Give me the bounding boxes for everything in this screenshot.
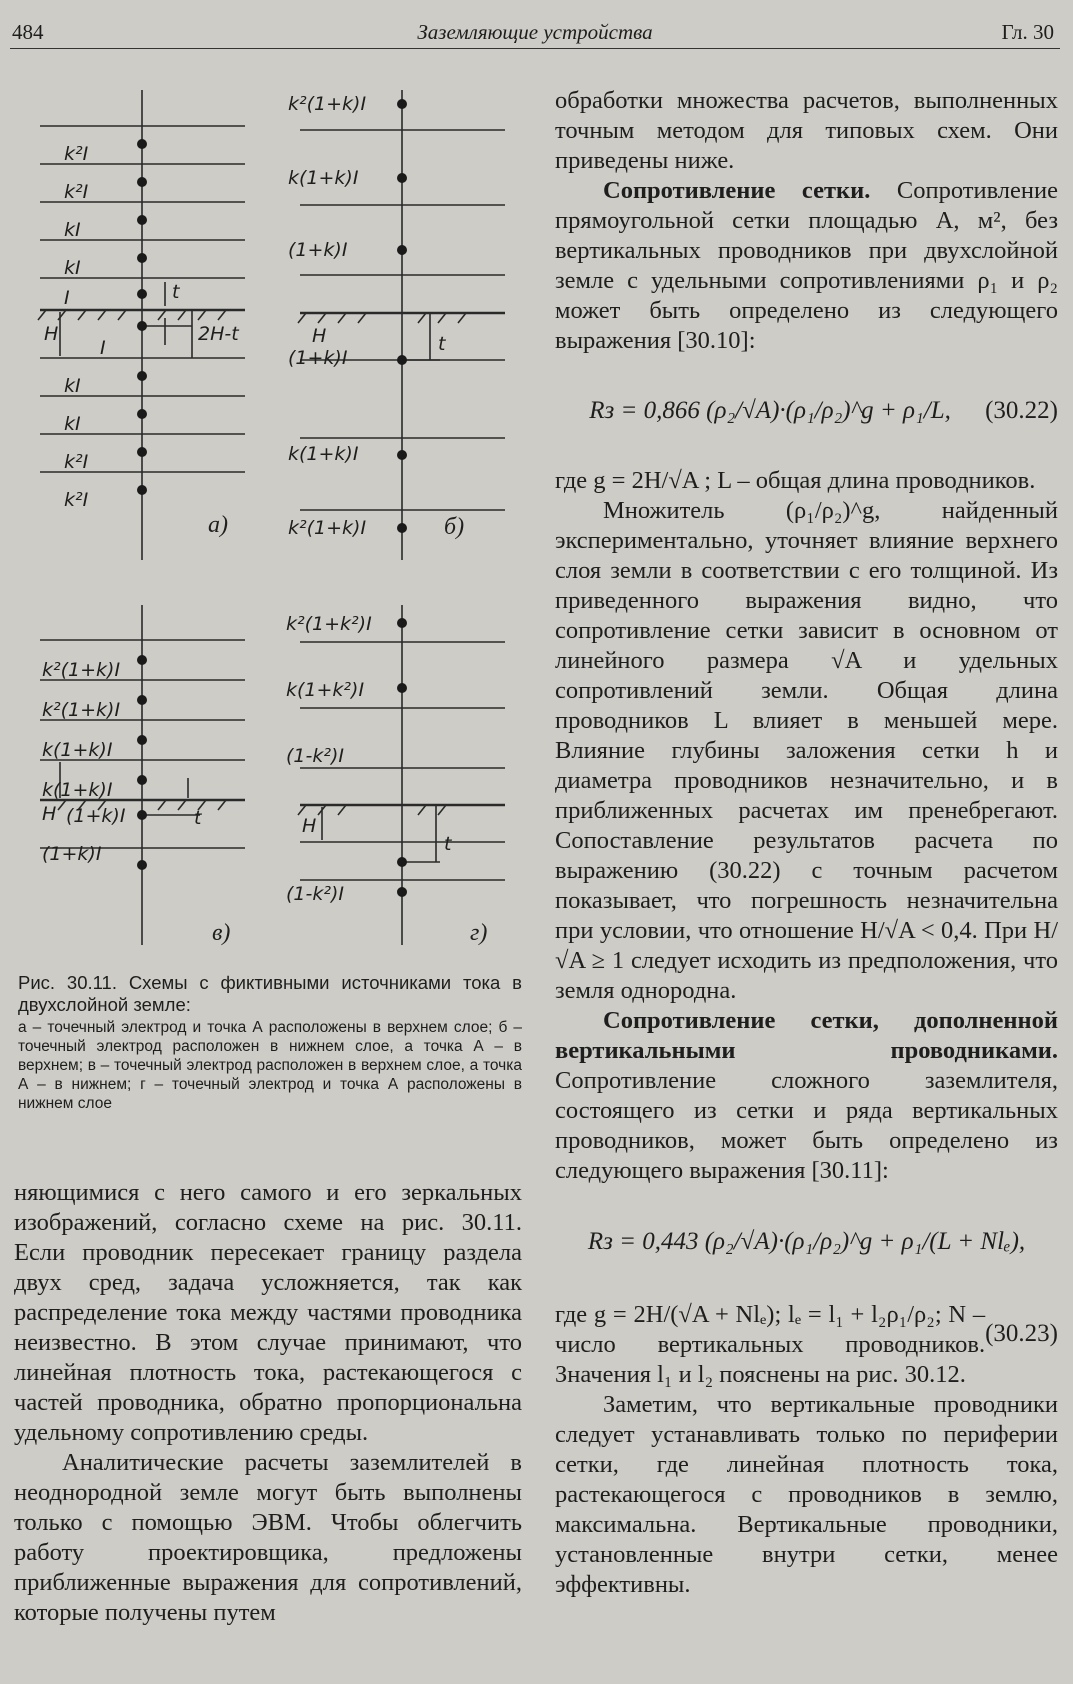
mark-a-t: t xyxy=(172,281,180,303)
mark-a-H: H xyxy=(44,323,59,345)
label-d-4: (1-k²)I xyxy=(286,883,344,905)
label-c-2: k²(1+k)I xyxy=(42,699,121,721)
paragraph-where-g2: где g = 2H/(√A + Nlₑ); lₑ = l₁ + l₂ρ₁/ρ₂; N – число вертикальных проводников. Значения l₁ и l₂ пояснены на рис. 30.12. xyxy=(555,1301,986,1388)
running-title: Заземляющие устройства xyxy=(417,20,653,44)
caption-legend: а – точечный электрод и точка А расположены в верхнем слое; б – точечный электрод расположен в нижнем слое, а точка А – в верхнем; в – точечный электрод расположен в верхнем слое, а точка А – в нижнем; г – точечный электрод и точка А расположены в нижнем слое xyxy=(18,1019,522,1112)
label-a-1: k²I xyxy=(64,143,89,165)
mark-c-H: H xyxy=(42,803,57,825)
grid-vertical-text: Сопротивление сложного заземлителя, состоящего из сетки и ряда вертикальных проводников, может быть определено из следующего выражения [30.11]: xyxy=(555,1067,1058,1184)
label-b-6: k²(1+k)I xyxy=(288,517,367,539)
figure-30-11 xyxy=(0,60,540,960)
label-a-8: kI xyxy=(64,413,81,435)
label-a-2: k²I xyxy=(64,181,89,203)
paragraph-continuation: обработки множества расчетов, выполненных точным методом для типовых схем. Они приведены ниже. xyxy=(555,87,1058,174)
mark-a-2H-t: 2H-t xyxy=(198,323,239,345)
page-number: 484 xyxy=(12,20,44,44)
label-a-10: k²I xyxy=(64,489,89,511)
label-c-6: (1+k)I xyxy=(42,843,102,865)
paragraph-multiplier: Множитель (ρ₁/ρ₂)^g, найденный экспериментально, уточняет влияние верхнего слоя земли в соответствии с его толщиной. Из приведенного выражения видно, что сопротивление сетки зависит в основном от линейного размера √A и удельных сопротивлений земли. Общая длина проводников L влияет в меньшей мере. Влияние глубины заложения сетки h и диаметра проводников незначительно, и в приближенных расчетах им пренебрегают. Сопоставление результатов расчета по выражению (30.22) с точным расчетом показывает, что погрешность незначительна при условии, что отношение H/√A < 0,4. При H/√A ≥ 1 следует исходить из предположения, что земля однородна. xyxy=(555,497,1058,1004)
page-header xyxy=(10,14,1060,49)
paragraph-mirror-images: няющимися с него самого и его зеркальных изображений, согласно схеме на рис. 30.11. Если проводник пересекает границу раздела двух сред, задача усложняется, так как распределение тока между частями проводника неизвестно. В этом случае принимают, что линейная плотность тока, растекающегося с частей проводника, обратно пропорциональна удельному сопротивлению среды. xyxy=(14,1179,522,1446)
formula-30-23-expression: Rз = 0,443 (ρ₂/√A)·(ρ₁/ρ₂)^g + ρ₁/(L + Nlₑ), xyxy=(587,1228,1026,1255)
label-c-5: (1+k)I xyxy=(66,805,126,827)
label-c-3: k(1+k)I xyxy=(42,739,113,761)
mark-b-H: H xyxy=(312,325,327,347)
label-d-1: k²(1+k²)I xyxy=(286,613,372,635)
label-a-4: kI xyxy=(64,257,81,279)
figure-caption xyxy=(18,972,522,1113)
label-b-5: k(1+k)I xyxy=(288,443,359,465)
label-b-3: (1+k)I xyxy=(288,239,348,261)
label-c-4: k(1+k)I xyxy=(42,779,113,801)
formula-30-22-number: (30.22) xyxy=(985,397,1058,424)
label-c-1: k²(1+k)I xyxy=(42,659,121,681)
panel-letter-c: в) xyxy=(212,920,231,946)
panel-letter-b: б) xyxy=(444,514,465,540)
left-column xyxy=(14,1178,522,1628)
formula-30-23-number: (30.23) xyxy=(985,1320,1058,1347)
mark-c-t: t xyxy=(194,807,202,829)
label-b-4: (1+k)I xyxy=(288,347,348,369)
paragraph-grid-vertical xyxy=(555,1006,1058,1186)
caption-title: Рис. 30.11. Схемы с фиктивными источниками тока в двухслойной земле: xyxy=(18,972,522,1015)
panel-letter-a: а) xyxy=(208,512,228,538)
section-heading-grid: Сопротивление сетки. xyxy=(603,177,871,204)
label-a-6: I xyxy=(100,337,106,359)
paragraph-where-g: где g = 2H/√A ; L – общая длина проводников. xyxy=(555,467,1036,494)
formula-30-22 xyxy=(555,368,1058,454)
right-column xyxy=(555,86,1058,1600)
label-a-7: kI xyxy=(64,375,81,397)
mark-d-H: H xyxy=(302,815,317,837)
mark-b-t: t xyxy=(438,333,446,355)
label-a-9: k²I xyxy=(64,451,89,473)
formula-30-22-expression: Rз = 0,866 (ρ₂/√A)·(ρ₁/ρ₂)^g + ρ₁/L, xyxy=(589,397,951,424)
paragraph-grid-resistance xyxy=(555,176,1058,356)
mark-d-t: t xyxy=(444,833,452,855)
grid-text: Сопротивление прямоугольной сетки площадью A, м², без вертикальных проводников при двухслойной земле с удельными сопротивлениями ρ₁ и ρ₂ может быть определено из следующего выражения [30.10]: xyxy=(555,177,1059,354)
label-a-3: kI xyxy=(64,219,81,241)
section-heading-grid-vertical: Сопротивление сетки, дополненной вертикальными проводниками. xyxy=(555,1007,1058,1064)
chapter-label: Гл. 30 xyxy=(1001,20,1054,44)
label-b-1: k²(1+k)I xyxy=(288,93,367,115)
label-d-2: k(1+k²)I xyxy=(286,679,365,701)
figure-schemes xyxy=(0,60,540,960)
label-d-3: (1-k²)I xyxy=(286,745,344,767)
panel-letter-d: г) xyxy=(470,920,488,946)
paragraph-note: Заметим, что вертикальные проводники следует устанавливать только по периферии сетки, где линейная плотность тока, растекающегося с проводников в землю, максимальна. Вертикальные проводники, установленные внутри сетки, менее эффективны. xyxy=(555,1391,1058,1598)
label-b-2: k(1+k)I xyxy=(288,167,359,189)
label-a-5: I xyxy=(64,287,70,309)
paragraph-analytical: Аналитические расчеты заземлителей в неоднородной земле могут быть выполнены только с помощью ЭВМ. Чтобы облегчить работу проектировщика, предложены приближенные выражения для сопротивлений, которые получены путем xyxy=(14,1449,522,1626)
